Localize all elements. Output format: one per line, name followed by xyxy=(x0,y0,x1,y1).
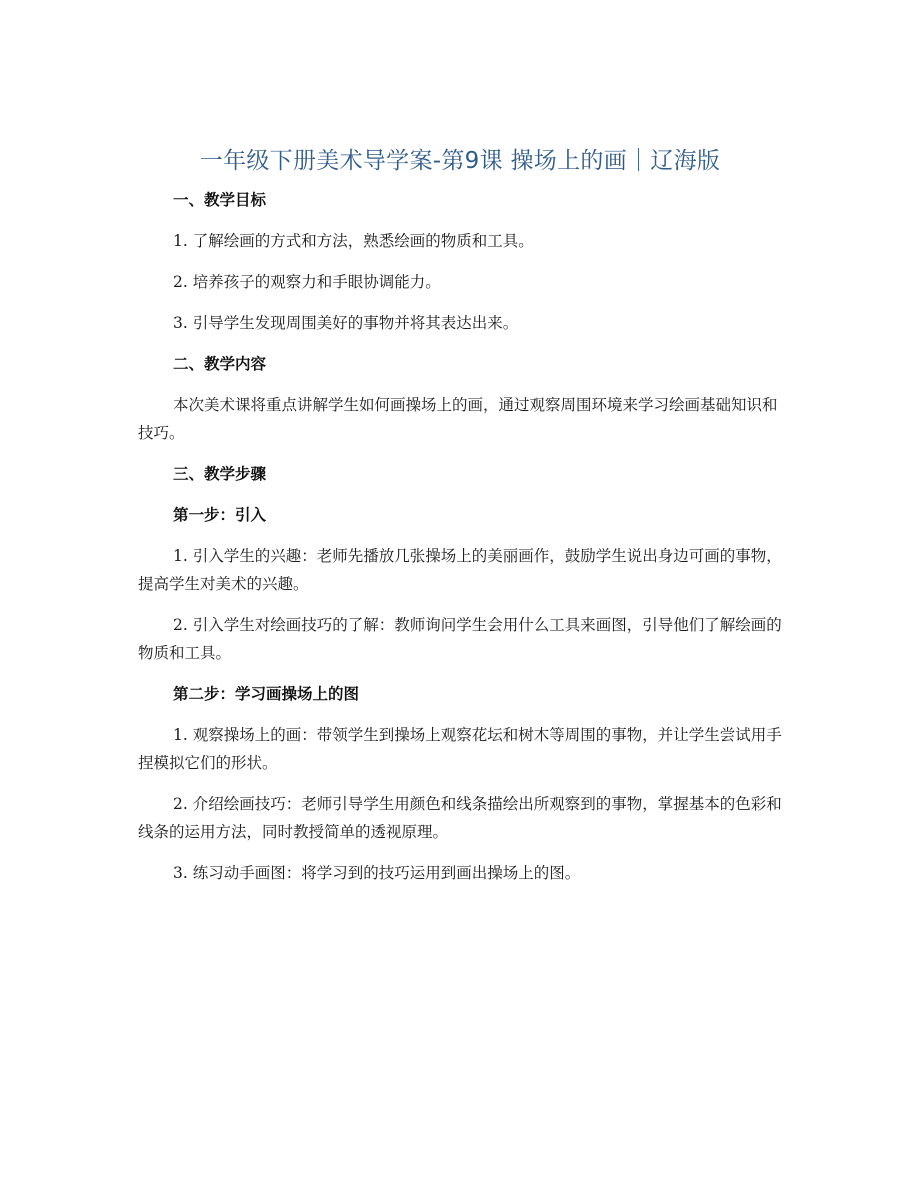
step1-item: 1. 引入学生的兴趣：老师先播放几张操场上的美丽画作，鼓励学生说出身边可画的事物，提高学生对美术的兴趣。 xyxy=(138,547,782,593)
step-heading-2: 第二步：学习画操场上的图 xyxy=(173,685,360,703)
section-heading-steps: 三、教学步骤 xyxy=(173,465,267,483)
document-body xyxy=(138,186,786,887)
content-paragraph: 本次美术课将重点讲解学生如何画操场上的画，通过观察周围环境来学习绘画基础知识和技巧。 xyxy=(138,396,778,442)
objective-item: 1. 了解绘画的方式和方法，熟悉绘画的物质和工具。 xyxy=(173,232,534,250)
section-heading-objectives: 一、教学目标 xyxy=(173,191,267,209)
step2-item: 1. 观察操场上的画：带领学生到操场上观察花坛和树木等周围的事物，并让学生尝试用手捏模拟它们的形状。 xyxy=(138,726,782,772)
objective-item: 3. 引导学生发现周围美好的事物并将其表达出来。 xyxy=(173,314,519,332)
step1-item: 2. 引入学生对绘画技巧的了解：教师询问学生会用什么工具来画图，引导他们了解绘画的物质和工具。 xyxy=(138,616,782,662)
objective-item: 2. 培养孩子的观察力和手眼协调能力。 xyxy=(173,273,441,291)
step-heading-1: 第一步：引入 xyxy=(173,506,267,524)
step2-item: 2. 介绍绘画技巧：老师引导学生用颜色和线条描绘出所观察到的事物，掌握基本的色彩和线条的运用方法，同时教授简单的透视原理。 xyxy=(138,795,782,841)
document-title: 一年级下册美术导学案-第9课 操场上的画｜辽海版 xyxy=(199,148,721,174)
step2-item: 3. 练习动手画图：将学习到的技巧运用到画出操场上的图。 xyxy=(173,864,581,882)
section-heading-content: 二、教学内容 xyxy=(173,355,267,373)
